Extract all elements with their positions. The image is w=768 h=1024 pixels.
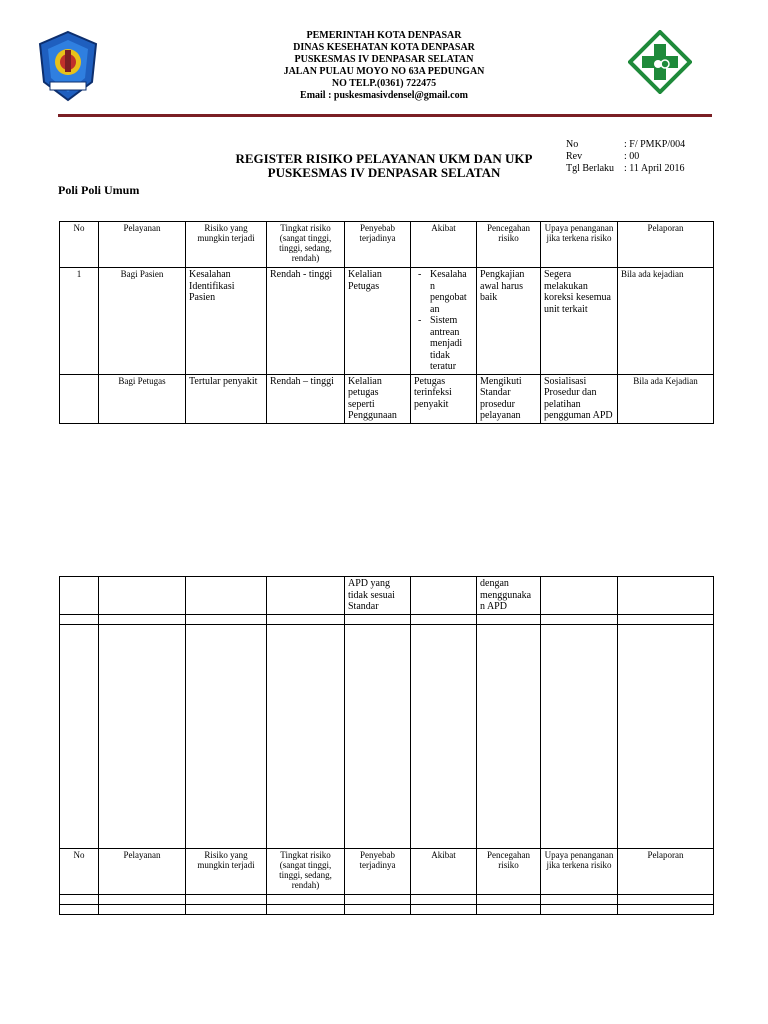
letterhead [200, 30, 568, 102]
col-header: Risiko yang mungkin terjadi [186, 222, 267, 268]
header-line: PEMERINTAH KOTA DENPASAR [306, 30, 462, 41]
unit-label: Poli Poli Umum [58, 183, 140, 197]
table-row [60, 268, 714, 375]
cell-tingkat: Rendah – tinggi [267, 374, 345, 423]
cell-penyebab: APD yang tidak sesuai Standar [345, 577, 411, 615]
col-header: Tingkat risiko (sangat tinggi, tinggi, sedang, rendah) [267, 849, 345, 895]
cell-no: 1 [60, 268, 99, 375]
cell-pelayanan: Bagi Petugas [99, 374, 186, 423]
title-line-2: PUSKESMAS IV DENPASAR SELATAN [267, 165, 501, 180]
header-email: Email : puskesmasivdensel@gmail.com [300, 90, 468, 101]
col-header: Penyebab terjadinya [345, 222, 411, 268]
cell-risiko: Kesalahan Identifikasi Pasien [186, 268, 267, 375]
col-header: Upaya penanganan jika terkena risiko [541, 849, 618, 895]
cell-pencegahan: dengan menggunaka n APD [477, 577, 541, 615]
col-header: No [60, 849, 99, 895]
col-header: Upaya penanganan jika terkena risiko [541, 222, 618, 268]
meta-rev-label: Rev [566, 151, 583, 162]
header-line: JALAN PULAU MOYO NO 63A PEDUNGAN [283, 66, 485, 77]
col-header: No [60, 222, 99, 268]
akibat-item: - Kesalaha n pengobat an [430, 269, 473, 315]
title-line-1: REGISTER RISIKO PELAYANAN UKM DAN UKP [235, 151, 533, 166]
col-header: Akibat [411, 849, 477, 895]
col-header: Tingkat risiko (sangat tinggi, tinggi, sedang, rendah) [267, 222, 345, 268]
meta-rev-value: : 00 [624, 151, 640, 162]
cell-tingkat: Rendah - tinggi [267, 268, 345, 375]
health-cross-logo [628, 30, 692, 94]
header-divider [58, 114, 712, 117]
denpasar-emblem-logo [36, 30, 100, 102]
cell-upaya: Sosialisasi Prosedur dan pelatihan pengguman APD [541, 374, 618, 423]
header-line: NO TELP.(0361) 722475 [331, 78, 437, 89]
col-header: Pelaporan [618, 849, 714, 895]
akibat-item: - Sistem antrean menjadi tidak teratur [430, 315, 473, 373]
table-row [60, 374, 714, 423]
meta-no-label: No [566, 139, 579, 150]
meta-date-value: : 11 April 2016 [624, 163, 685, 174]
cell-penyebab: Kelalian Petugas [345, 268, 411, 375]
cell-no [60, 374, 99, 423]
col-header: Pelayanan [99, 222, 186, 268]
table-row [60, 625, 714, 849]
document-title [200, 152, 568, 180]
cell-pencegahan: Pengkajian awal harus baik [477, 268, 541, 375]
cell-akibat [411, 268, 477, 375]
cell-pelaporan: Bila ada Kejadian [618, 374, 714, 423]
table-row [60, 577, 714, 615]
risk-register-table [59, 221, 714, 424]
cell-pelaporan: Bila ada kejadian [618, 268, 714, 375]
cell-akibat: Petugas terinfeksi penyakit [411, 374, 477, 423]
col-header: Akibat [411, 222, 477, 268]
col-header: Pelayanan [99, 849, 186, 895]
cell-upaya: Segera melakukan koreksi kesemua unit terkait [541, 268, 618, 375]
table-header-row [60, 222, 714, 268]
header-line: PUSKESMAS IV DENPASAR SELATAN [294, 54, 474, 65]
table-row [60, 615, 714, 625]
col-header: Penyebab terjadinya [345, 849, 411, 895]
header-line: DINAS KESEHATAN KOTA DENPASAR [293, 42, 475, 53]
col-header: Risiko yang mungkin terjadi [186, 849, 267, 895]
table-row [60, 905, 714, 915]
continuation-table [59, 576, 714, 915]
cell-pelayanan: Bagi Pasien [99, 268, 186, 375]
table-header-row [60, 849, 714, 895]
document-meta [566, 139, 685, 175]
col-header: Pencegahan risiko [477, 849, 541, 895]
table-row [60, 895, 714, 905]
meta-date-label: Tgl Berlaku [566, 163, 615, 174]
meta-no-value: : F/ PMKP/004 [624, 139, 686, 150]
cell-risiko: Tertular penyakit [186, 374, 267, 423]
col-header: Pencegahan risiko [477, 222, 541, 268]
col-header: Pelaporan [618, 222, 714, 268]
cell-penyebab: Kelalian petugas seperti Penggunaan [345, 374, 411, 423]
cell-pencegahan: Mengikuti Standar prosedur pelayanan [477, 374, 541, 423]
